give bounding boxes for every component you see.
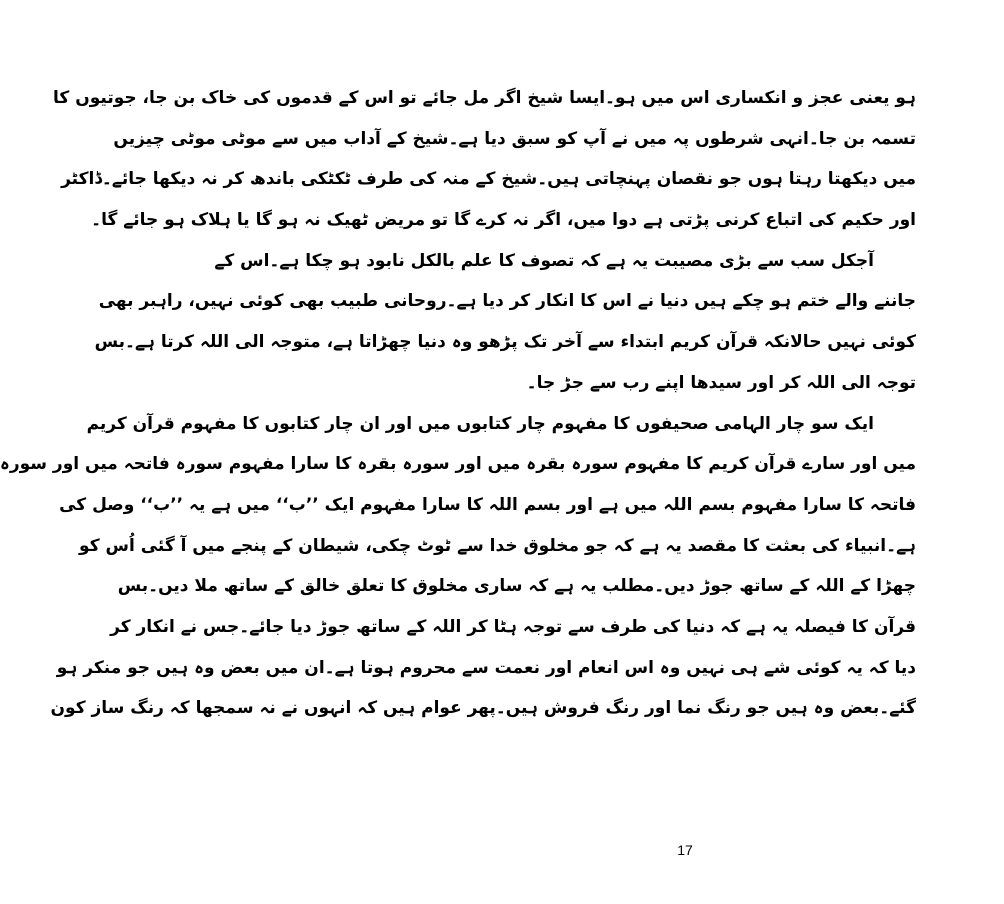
text-line: گئے۔بعض وہ ہیں جو رنگ نما اور رنگ فروش ہیں۔پھر عوام ہیں کہ انہوں نے نہ سمجھا کہ رنگ ساز کون	[50, 698, 916, 719]
text-line: میں دیکھتا رہتا ہوں جو نقصان پہنچاتی ہیں۔شیخ کے منہ کی طرف ٹکٹکی باندھ کر نہ دیکھا جائے۔ڈاکٹر	[61, 169, 916, 190]
text-line: جاننے والے ختم ہو چکے ہیں دنیا نے اس کا انکار کر دیا ہے۔روحانی طبیب بھی کوئی نہیں، راہبر بھی	[98, 291, 916, 312]
text-line: ایک سو چار الہامی صحیفوں کا مفہوم چار کتابوں میں اور ان چار کتابوں کا مفہوم قرآن کریم	[86, 413, 874, 434]
text-line: ہے۔انبیاء کی بعثت کا مقصد یہ ہے کہ جو مخلوق خدا سے ٹوٹ چکی، شیطان کے پنجے میں آ گئی اُس کو	[79, 535, 916, 556]
paragraph-2	[94, 241, 916, 404]
text-line: کوئی نہیں حالانکہ قرآن کریم ابتداء سے آخر تک پڑھو وہ دنیا چھڑاتا ہے، متوجہ الی اللہ کرتا ہے۔بس	[94, 332, 916, 353]
text-line: ہو یعنی عجز و انکساری اس میں ہو۔ایسا شیخ اگر مل جائے تو اس کے قدموں کی خاک بن جا، جوتیوں کا	[53, 88, 916, 108]
text-line: میں اور سارے قرآن کریم کا مفہوم سورہ بقرہ میں اور سورہ بقرہ کا سارا مفہوم سورہ فاتحہ میں اور سورہ	[0, 454, 916, 475]
body-text	[0, 78, 916, 729]
text-line: توجہ الی اللہ کر اور سیدھا اپنے رب سے جڑ جا۔	[526, 372, 916, 393]
page-number: 17	[677, 842, 693, 858]
text-line: تسمہ بن جا۔انہی شرطوں پہ میں نے آپ کو سبق دیا ہے۔شیخ کے آداب میں سے موٹی موٹی چیزیں	[113, 128, 916, 149]
text-line: آجکل سب سے بڑی مصیبت یہ ہے کہ تصوف کا علم بالکل نابود ہو چکا ہے۔اس کے	[214, 250, 874, 271]
paragraph-3	[0, 404, 916, 730]
paragraph-1	[53, 78, 916, 241]
text-line: فاتحہ کا سارا مفہوم بسم اللہ میں ہے اور بسم اللہ کا سارا مفہوم ایک ’’ب‘‘ میں ہے یہ ’’ب‘‘ وصل کی	[59, 494, 916, 515]
text-line: دیا کہ یہ کوئی شے ہی نہیں وہ اس انعام اور نعمت سے محروم ہوتا ہے۔ان میں بعض وہ ہیں جو منکر ہو	[56, 657, 916, 678]
text-line: اور حکیم کی اتباع کرنی پڑتی ہے دوا میں، اگر نہ کرے گا تو مریض ٹھیک نہ ہو گا یا ہلاک ہو جائے گا۔	[91, 210, 916, 231]
text-line: چھڑا کے اللہ کے ساتھ جوڑ دیں۔مطلب یہ ہے کہ ساری مخلوق کا تعلق خالق کے ساتھ ملا دیں۔بس	[117, 576, 916, 597]
text-line: قرآن کا فیصلہ یہ ہے کہ دنیا کی طرف سے توجہ ہٹا کر اللہ کے ساتھ جوڑ دیا جائے۔جس نے انکار کر	[110, 616, 916, 637]
